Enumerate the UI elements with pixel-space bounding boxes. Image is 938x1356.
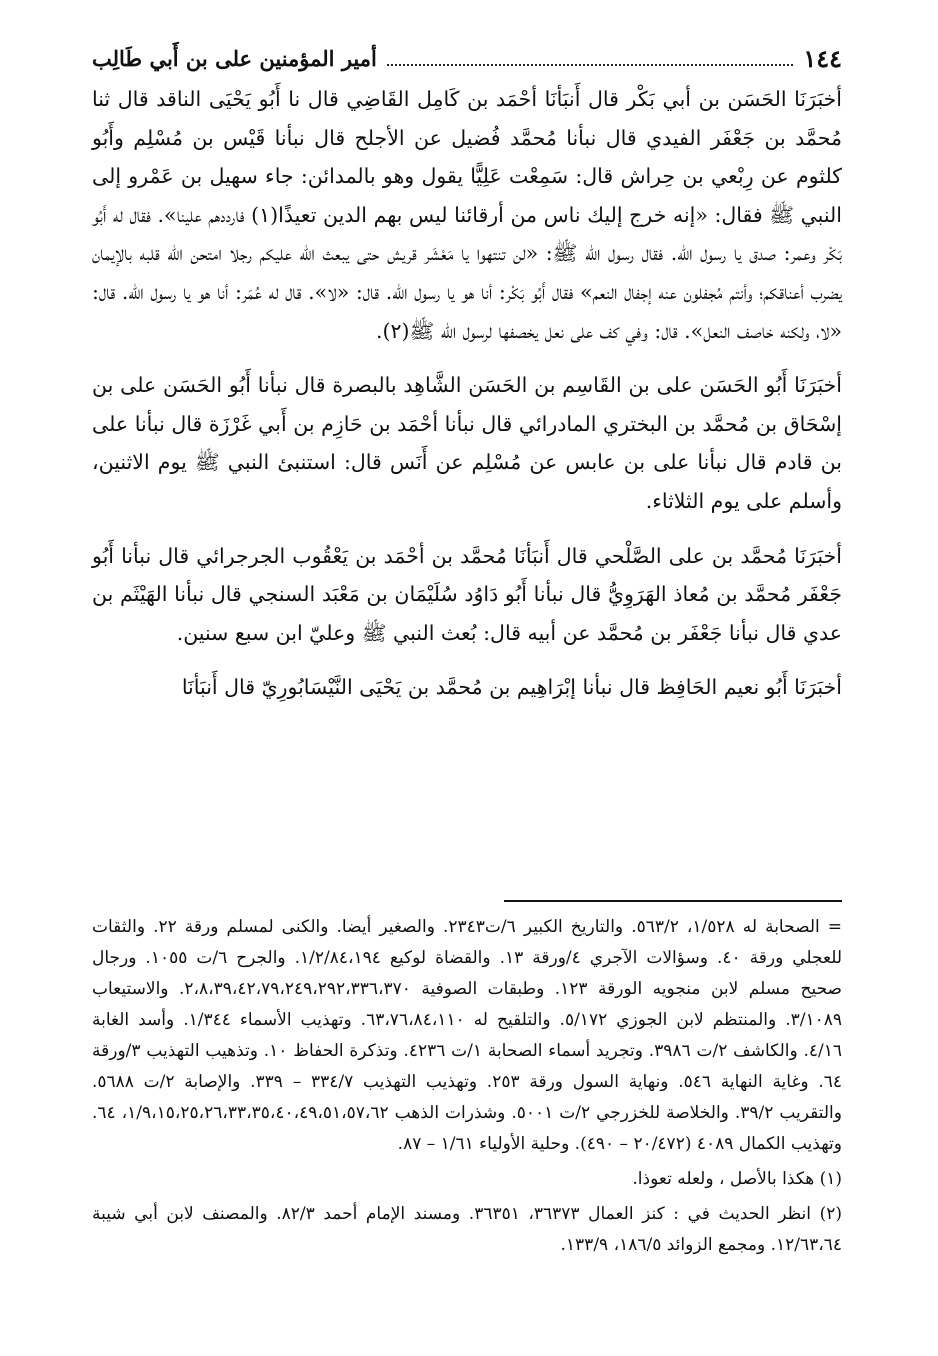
- footnotes: [92, 912, 842, 1265]
- dotted-leader: [387, 50, 794, 66]
- footnote-separator: [504, 900, 842, 902]
- main-text: [92, 80, 842, 723]
- page-number: ١٤٤: [803, 43, 842, 73]
- footnote-2: (٢) انظر الحديث في : كنز العمال ٣٦٣٧٣، ٣٦٣٥١. ومسند الإمام أحمد ٨٢/٣. والمصنف لابن أبي شيبة ١٢/٦٣،٦٤. ومجمع الزوائد ١٨٦/٥، ١٣٣/٩.: [92, 1204, 842, 1255]
- running-header: [92, 40, 842, 76]
- running-title: أمير المؤمنين على بن أَبي طَالِب: [92, 45, 377, 71]
- footnote-continuation: = الصحابة له ١/٥٢٨، ٥٦٣/٢. والتاريخ الكبير ٦/ت٢٣٤٣. والصغير أيضا. والكنى لمسلم ورقة ٢٢. والثقات للعجلي ورقة ٤٠. وسؤالات الآجري ٤/ورقة ١٣. والقضاة لوكيع ١/٢/٨٤،١٩٤. والجرح ٦/ت ١٠٥٥. ورجال صحيح مسلم لابن منجويه الورقة ١٢٣. وطبقات الصوفية ٢،٨،٣٩،٤٢،٧٩،٢٤٩،٢٩٢،٣٣٦،٣٧٠. والاستيعاب ٣/١٠٨٩. والمنتظم لابن الجوزي ٥/١٧٢. والتلقيح له ٦٣،٧٦،٨٤،١١٠. وتهذيب الأسماء ١/٣٤٤. وأسد الغابة ٤/١٦. والكاشف ٢/ت ٣٩٨٦. وتجريد أسماء الصحابة ١/ت ٤٢٣٦. وتذكرة الحفاظ ١٠. وتذهيب التهذيب ٣/ورقة ٦٤. وغاية النهاية ٥٤٦. ونهاية السول ورقة ٢٥٣. وتهذيب التهذيب ٣٣٤/٧ – ٣٣٩. والإصابة ٢/ت ٥٦٨٨. والتقريب ٣٩/٢. والخلاصة للخزرجي ٢/ت ٥٠٠١. وشذرات الذهب ١/٩،١٥،٢٥،٢٦،٣٣،٣٥،٤٠،٤٩،٥١،٥٧،٦٢، ٦٤. وتهذيب الكمال ٤٠٨٩ (٢٠/٤٧٢ – ٤٩٠). وحلية الأولياء ١/٦١ – ٨٧.: [92, 917, 843, 1154]
- paragraph-3: أخبَرَنَا مُحمَّد بن على الصَّلْحي قال أَنبَأنَا مُحمَّد بن أحْمَد بن يَعْقُوب الجرجرائي قال نبأنا أَبُو جَعْفَر مُحمَّد بن مُعاذ الهَرَوِيُّ قال نبأنا أَبُو دَاوُد سُلَيْمَان بن مَعْبَد السنجي قال نبأنا الهَيْثَم بن عدي قال نبأنا جَعْفَر بن مُحمَّد عن أبيه قال: بُعث النبي ﷺ وعليّ ابن سبع سنين.: [92, 543, 842, 645]
- footnote-1: (١) هكذا بالأصل ، ولعله تعوذا.: [632, 1169, 842, 1189]
- paragraph-4: أخبَرَنَا أَبُو نعيم الحَافِظ قال نبأنا إبْرَاهِيم بن مُحمَّد بن يَحْيَى النَّيْسَابُورِيّ قال أَنبَأنَا: [181, 675, 842, 700]
- paragraph-2: أخبَرَنَا أَبُو الحَسَن على بن القَاسِم بن الحَسَن الشَّاهِد بالبصرة قال نبأنا أَبُو الحَسَن على بن إسْحَاق بن مُحمَّد بن البختري المادرائي قال نبأنا أحْمَد بن حَازِم بن أَبي غَرْزَة قال نبأنا على بن قادم قال نبأنا على بن عابس عن مُسْلِم عن أَنَس قال: استنبئ النبي ﷺ يوم الاثنين، وأسلم على يوم الثلاثاء.: [92, 373, 842, 513]
- paragraph-1: أخبَرَنَا الحَسَن بن أبي بَكْر قال أَنبَأنَا أحْمَد بن كَامِل القَاضِي قال نا أَبُو يَحْيَى الناقد قال ثنا مُحمَّد بن جَعْفَر الفيدي قال نبأنا مُحمَّد فُضيل عن الأجلح قال نبأنا قَيْس بن مُسْلِم وأَبُو كلثوم عن رِبْعي بن حِراش قال: سَمِعْت عَلِيًّا يقول وهو بالمدائن: جاء سهيل بن عَمْرو إلى النبي ﷺ فقال: «إنه خرج إليك ناس من أرقائنا ليس بهم الدين تعيذًا(١) فارددهم علينا». فقال له أَبُو بَكْر وعمر: صدق يا رسول الله. فقال رسول الله ﷺ: «لن تنتهوا يا مَعْشَر قريش حتى يبعث الله عليكم رجلا امتحن الله قلبه بالإيمان يضرب أعناقكم؛ وأنتم مُجفلون عنه إجفال النعم» فقال أَبُو بَكْر: أنا هو يا رسول الله. قال: «لا». قال له عُمَر: أنا هو يا رسول الله. قال: «لا، ولكنه خاصف النعل». قال: وفي كف على نعل يخصفها لرسول الله ﷺ(٢).: [92, 87, 842, 343]
